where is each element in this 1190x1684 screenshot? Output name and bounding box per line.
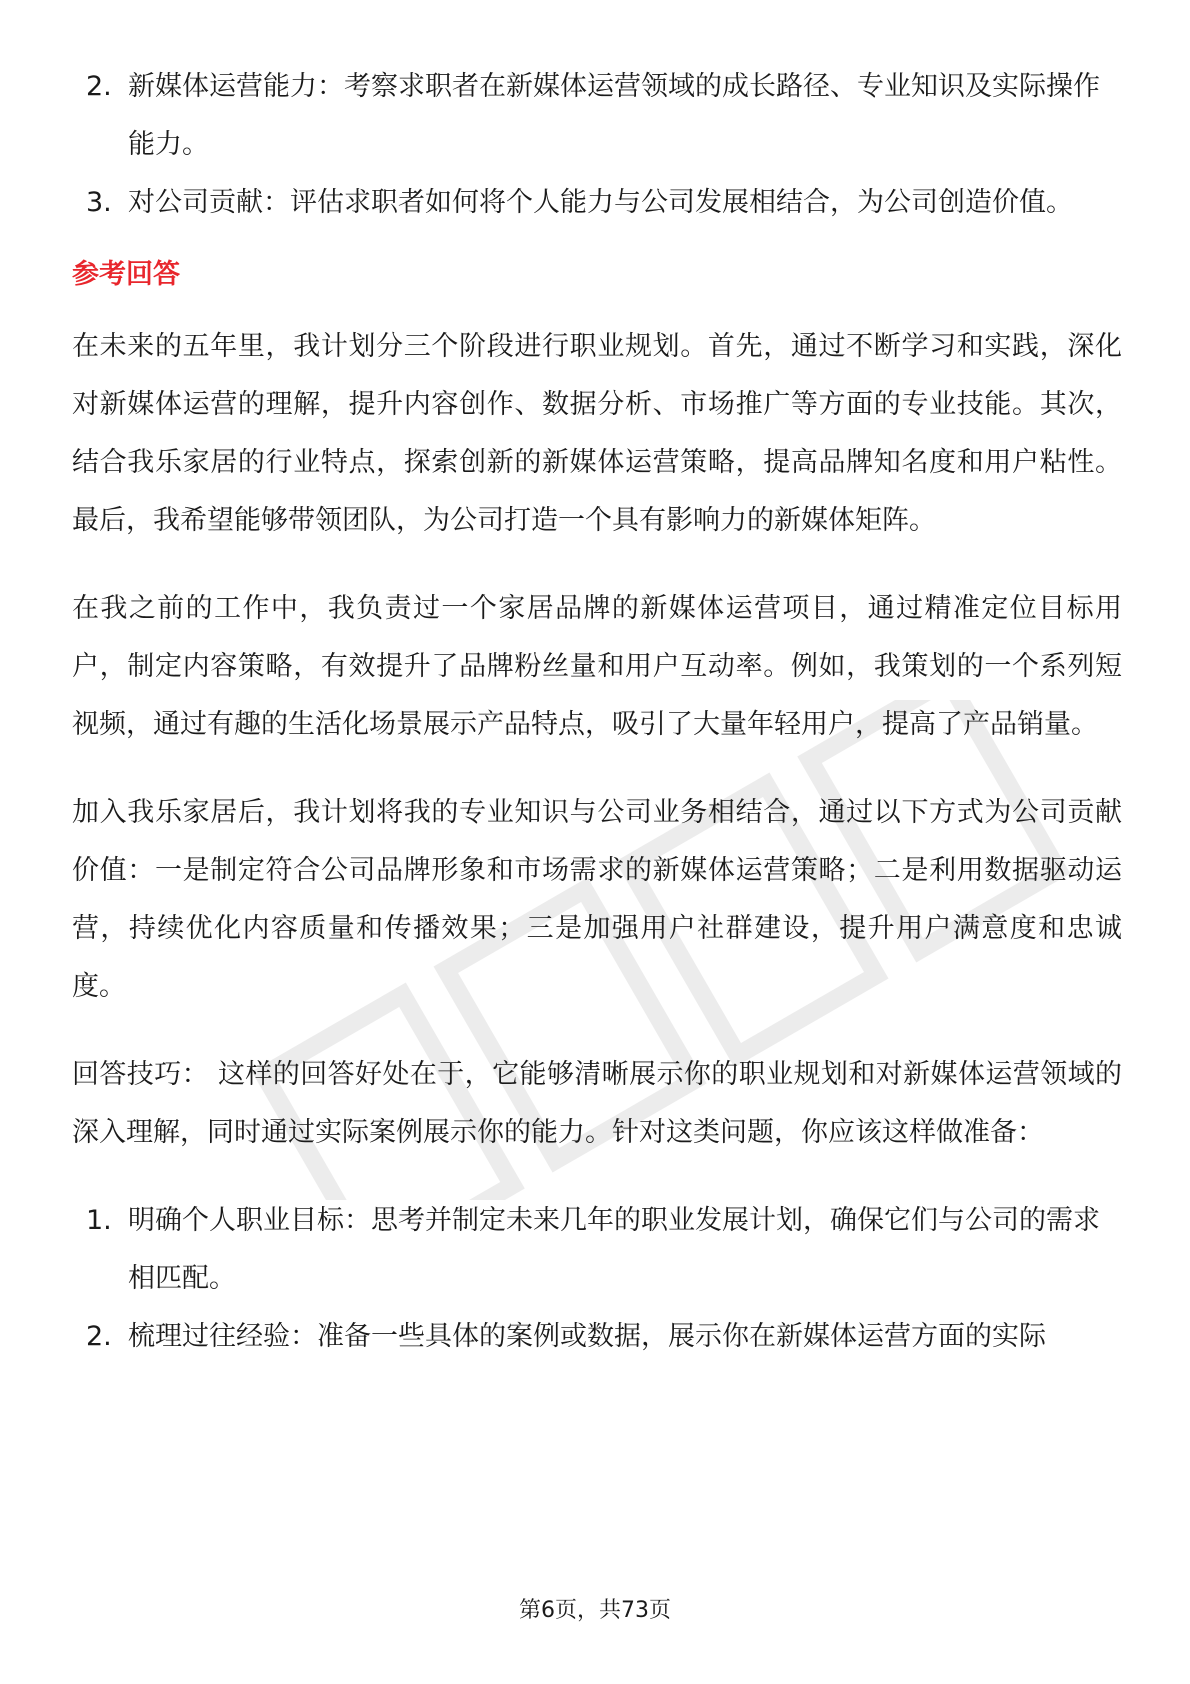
list-text: 新媒体运营能力：考察求职者在新媒体运营领域的成长路径、专业知识及实际操作能力。 xyxy=(128,71,1100,160)
list-number: 2. xyxy=(86,1321,112,1352)
paragraph: 加入我乐家居后，我计划将我的专业知识与公司业务相结合，通过以下方式为公司贡献价值：一是制定符合公司品牌形象和市场需求的新媒体运营策略；二是利用数据驱动运营，持续优化内容质量和传播效果；三是加强用户社群建设，提升用户满意度和忠诚度。 xyxy=(72,797,1122,1002)
paragraph: 在未来的五年里，我计划分三个阶段进行职业规划。首先，通过不断学习和实践，深化对新媒体运营的理解，提升内容创作、数据分析、市场推广等方面的专业技能。其次，结合我乐家居的行业特点，探索创新的新媒体运营策略，提高品牌知名度和用户粘性。最后，我希望能够带领团队，为公司打造一个具有影响力的新媒体矩阵。 xyxy=(72,331,1122,536)
page-footer: 第6页，共73页 xyxy=(519,1598,671,1623)
list-item xyxy=(72,1192,1122,1308)
preparation-list xyxy=(72,1192,1122,1366)
list-number: 3. xyxy=(86,187,112,218)
list-item xyxy=(72,1308,1122,1366)
answer-heading: 参考回答 xyxy=(72,259,180,290)
list-text: 梳理过往经验：准备一些具体的案例或数据，展示你在新媒体运营方面的实际 xyxy=(128,1321,1046,1352)
page-content xyxy=(72,58,1122,1366)
criteria-list xyxy=(72,58,1122,232)
paragraph: 在我之前的工作中，我负责过一个家居品牌的新媒体运营项目，通过精准定位目标用户，制定内容策略，有效提升了品牌粉丝量和用户互动率。例如，我策划的一个系列短视频，通过有趣的生活化场景展示产品特点，吸引了大量年轻用户，提高了产品销量。 xyxy=(72,593,1122,740)
list-text: 对公司贡献：评估求职者如何将个人能力与公司发展相结合，为公司创造价值。 xyxy=(128,187,1073,218)
list-number: 2. xyxy=(86,71,112,102)
list-number: 1. xyxy=(86,1205,112,1236)
list-item xyxy=(72,58,1122,174)
list-item xyxy=(72,174,1122,232)
paragraph: 回答技巧： 这样的回答好处在于，它能够清晰展示你的职业规划和对新媒体运营领域的深入理解，同时通过实际案例展示你的能力。针对这类问题，你应该这样做准备： xyxy=(72,1059,1122,1148)
list-text: 明确个人职业目标：思考并制定未来几年的职业发展计划，确保它们与公司的需求相匹配。 xyxy=(128,1205,1100,1294)
